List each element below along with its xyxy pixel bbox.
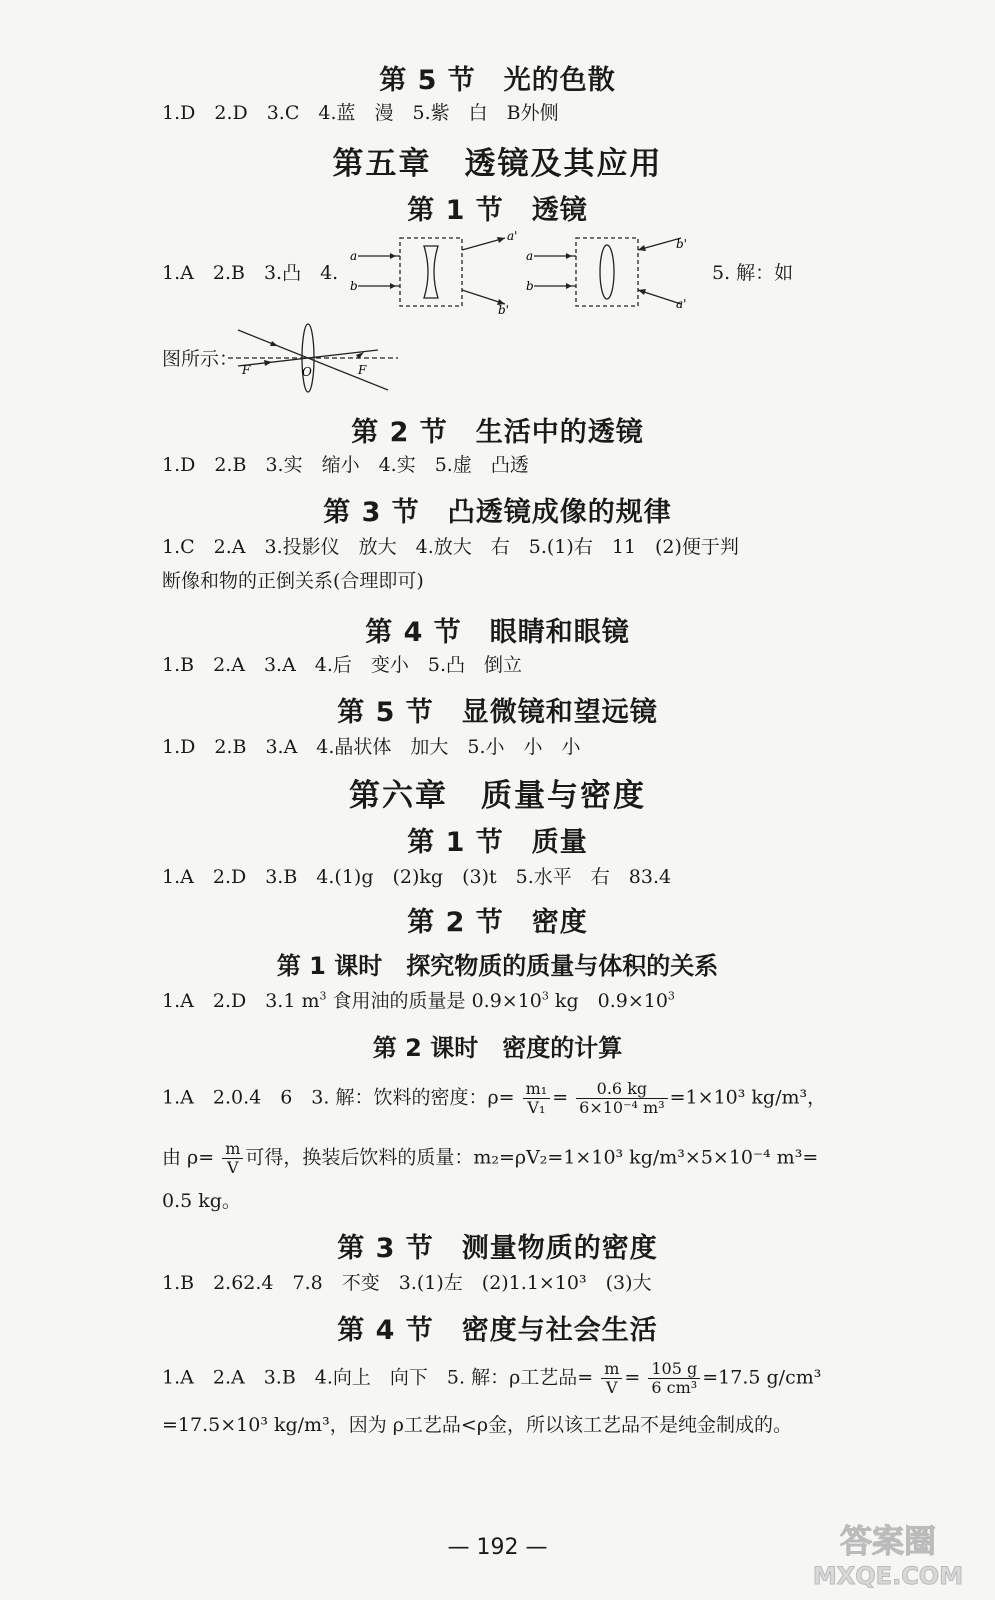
label-a: a [350,249,358,263]
answer-line: 图所示： [162,348,239,370]
numerator: m₁ [523,1080,551,1099]
answer-text: 可得，换装后饮料的质量：m₂=ρV₂=1×10³ kg/m³×5×10⁻⁴ m³= [245,1146,819,1169]
watermark-text: 答案圈 [839,1522,937,1560]
fraction [523,1080,551,1117]
concave-lens-diagram [350,228,520,318]
numerator: m [222,1140,243,1159]
subsection-title: 第 1 课时 探究物质的质量与体积的关系 [276,952,719,980]
answer-text: 1.A 2.D 3.1 m [162,990,320,1012]
chapter-title: 第六章 质量与密度 [349,778,646,814]
equals: = [552,1086,569,1109]
label-a-prime: a' [676,297,687,311]
answer-line: 1.D 2.B 3.A 4.晶状体 加大 5.小 小 小 [162,736,581,758]
answer-text: 由 ρ= [162,1146,215,1169]
label-a: a [526,249,534,263]
answer-text: 食用油的质量是 0.9×10 [326,990,542,1012]
page-number: — 192 — [447,1535,548,1560]
fraction [648,1360,700,1397]
chapter-title: 第五章 透镜及其应用 [332,146,663,182]
fraction [601,1360,622,1397]
answer-line: =17.5×10³ kg/m³，因为 ρ工艺品<ρ金，所以该工艺品不是纯金制成的。 [162,1414,792,1436]
label-b: b [526,279,534,293]
exponent: 3 [667,989,675,1003]
watermark-logo [796,1512,981,1592]
numerator: m [601,1360,622,1379]
section-title: 第 2 节 密度 [407,907,588,938]
section-title: 第 3 节 凸透镜成像的规律 [323,497,672,528]
answer-line: 1.D 2.B 3.实 缩小 4.实 5.虚 凸透 [162,454,529,476]
answer-line: 断像和物的正倒关系(合理即可) [162,570,424,592]
equals: = [624,1366,641,1389]
label-b-prime: b' [676,237,687,251]
section-title: 第 3 节 测量物质的密度 [337,1233,658,1264]
answer-line: 1.A 2.D 3.B 4.(1)g (2)kg (3)t 5.水平 右 83.4 [162,866,672,888]
fraction [576,1080,667,1117]
answer-text: =1×10³ kg/m³， [669,1086,827,1109]
exponent: 3 [541,989,549,1003]
exponent: 3 [319,989,327,1003]
answer-line [162,1140,818,1177]
denominator: V₁ [527,1098,546,1117]
label-b-prime: b' [498,303,509,317]
answer-line [162,988,675,1014]
answer-text: =17.5 g/cm³ [702,1366,822,1389]
section-title: 第 1 节 透镜 [407,195,588,226]
answer-line [162,1360,821,1397]
denominator: 6×10⁻⁴ m³ [579,1098,665,1117]
answer-line: 1.B 2.A 3.A 4.后 变小 5.凸 倒立 [162,654,523,676]
section-title: 第 1 节 质量 [407,827,588,858]
label-a-prime: a' [507,229,518,243]
denominator: V [226,1158,239,1177]
label-O: O [302,365,312,379]
answer-line: 1.B 2.62.4 7.8 不变 3.(1)左 (2)1.1×10³ (3)大 [162,1272,652,1294]
section-title: 第 4 节 眼睛和眼镜 [365,617,630,648]
answer-line: 0.5 kg。 [162,1190,241,1212]
section-title: 第 2 节 生活中的透镜 [351,417,644,448]
denominator: 6 cm³ [651,1378,698,1397]
label-F: F [242,363,251,377]
answer-line [162,1080,826,1117]
answer-line: 1.C 2.A 3.投影仪 放大 4.放大 右 5.(1)右 11 (2)便于判 [162,536,739,558]
ray-diagram [228,320,398,396]
answer-line: 1.A 2.B 3.凸 4. [162,262,339,284]
label-F: F [358,363,367,377]
denominator: V [606,1378,618,1397]
watermark-url: MXQE.COM [812,1562,964,1590]
label-b: b [350,279,358,293]
answer-text: 1.A 2.0.4 6 3. 解：饮料的密度：ρ= [162,1086,515,1109]
answer-text: kg 0.9×10 [548,990,668,1012]
answer-line: 1.D 2.D 3.C 4.蓝 漫 5.紫 白 B外侧 [162,102,559,124]
numerator: 0.6 kg [576,1080,667,1099]
answer-line: 5. 解：如 [712,262,794,284]
convex-lens-diagram [526,228,696,318]
section-title: 第 5 节 显微镜和望远镜 [337,697,658,728]
answer-text: 1.A 2.A 3.B 4.向上 向下 5. 解：ρ工艺品= [162,1366,594,1389]
subsection-title: 第 2 课时 密度的计算 [372,1034,623,1062]
fraction [222,1140,243,1177]
numerator: 105 g [648,1360,700,1379]
section-title: 第 5 节 光的色散 [379,65,616,96]
section-title: 第 4 节 密度与社会生活 [337,1315,658,1346]
